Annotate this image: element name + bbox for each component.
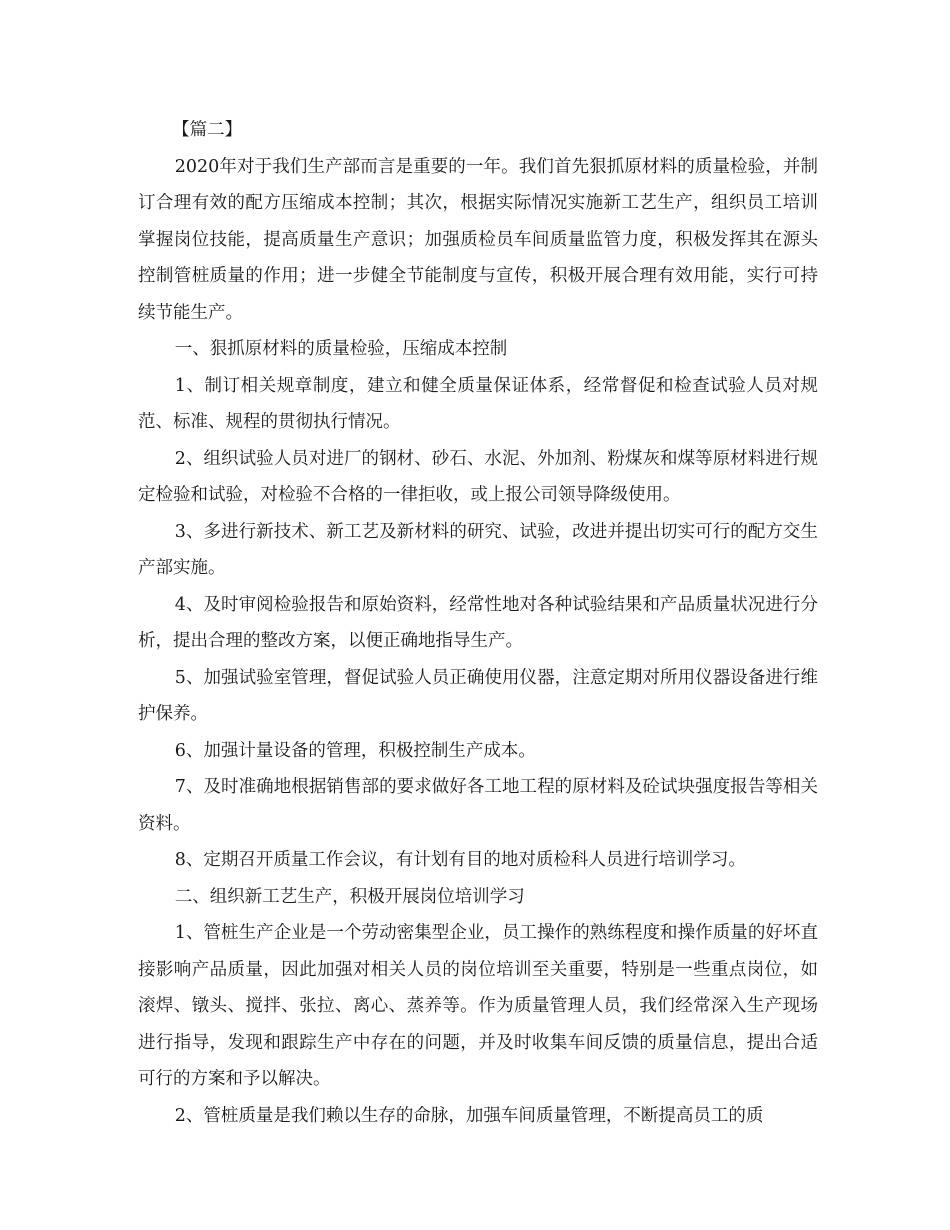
list-item: 4、及时审阅检验报告和原始资料，经常性地对各种试验结果和产品质量状况进行分析，提出合理的整改方案，以便正确地指导生产。 [138, 594, 818, 651]
list-item: 1、管桩生产企业是一个劳动密集型企业，员工操作的熟练程度和操作质量的好坏直接影响产品质量，因此加强对相关人员的岗位培训至关重要，特别是一些重点岗位，如滚焊、镦头、搅拌、张拉、离心、蒸养等。作为质量管理人员，我们经常深入生产现场进行指导，发现和跟踪生产中存在的问题，并及时收集车间反馈的质量信息，提出合适可行的方案和予以解决。 [138, 923, 818, 1089]
section-heading-2: 二、组织新工艺生产，积极开展岗位培训学习 [174, 886, 525, 907]
list-item: 6、加强计量设备的管理，积极控制生产成本。 [174, 740, 536, 761]
list-item: 8、定期召开质量工作会议，有计划有目的地对质检科人员进行培训学习。 [174, 850, 746, 870]
list-item: 1、制订相关规章制度，建立和健全质量保证体系，经常督促和检查试验人员对规范、标准、规程的贯彻执行情况。 [138, 375, 818, 432]
document-body [138, 112, 818, 1134]
list-item: 2、管桩质量是我们赖以生存的命脉，加强车间质量管理，不断提高员工的质 [174, 1105, 764, 1126]
list-item: 2、组织试验人员对进厂的钢材、砂石、水泥、外加剂、粉煤灰和煤等原材料进行规定检验和试验，对检验不合格的一律拒收，或上报公司领导降级使用。 [138, 448, 818, 505]
section-tag: 【篇二】 [172, 120, 243, 140]
list-item: 7、及时准确地根据销售部的要求做好各工地工程的原材料及砼试块强度报告等相关资料。 [138, 777, 818, 834]
intro-paragraph: 2020年对于我们生产部而言是重要的一年。我们首先狠抓原材料的质量检验，并制订合理有效的配方压缩成本控制；其次，根据实际情况实施新工艺生产，组织员工培训掌握岗位技能，提高质量生产意识；加强质检员车间质量监管力度，积极发挥其在源头控制管桩质量的作用；进一步健全节能制度与宣传，积极开展合理有效用能，实行可持续节能生产。 [138, 156, 818, 323]
section-heading-1: 一、狠抓原材料的质量检验，压缩成本控制 [174, 339, 508, 359]
list-item: 5、加强试验室管理，督促试验人员正确使用仪器，注意定期对所用仪器设备进行维护保养。 [138, 667, 818, 724]
list-item: 3、多进行新技术、新工艺及新材料的研究、试验，改进并提出切实可行的配方交生产部实施。 [138, 521, 818, 578]
